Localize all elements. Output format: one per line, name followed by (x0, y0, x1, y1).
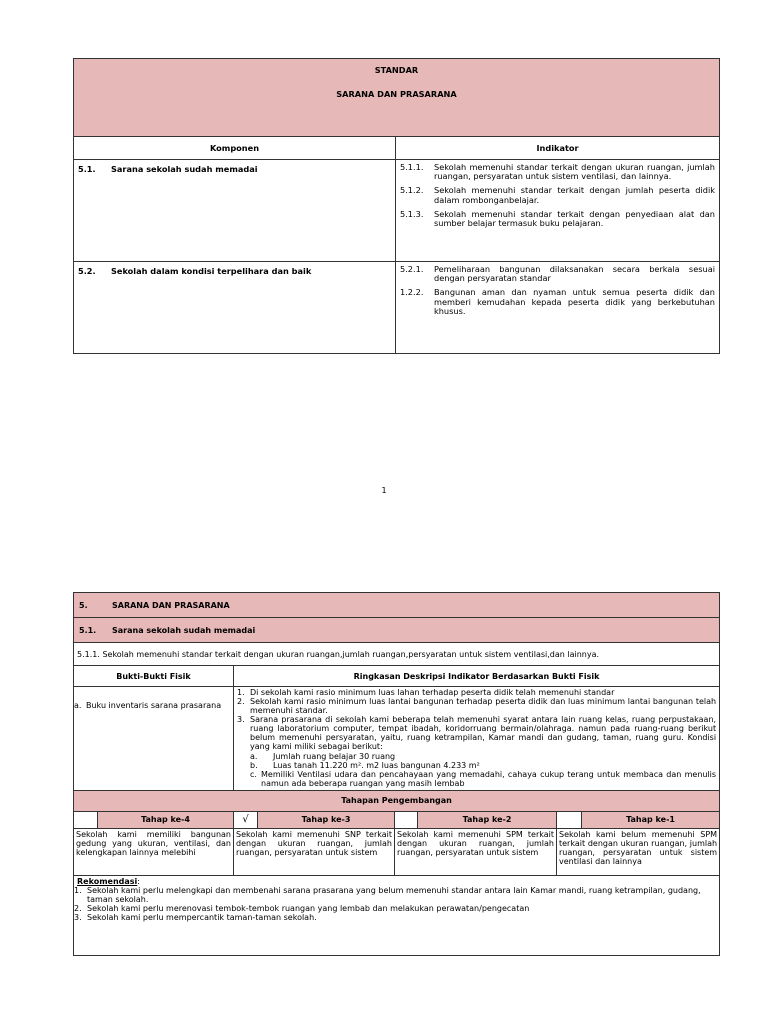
summary-number: 3. (237, 714, 245, 724)
stage-description-cell (74, 828, 234, 875)
rekomendasi-cell (74, 875, 720, 955)
stage-check-box[interactable] (557, 811, 582, 828)
rekomendasi-text: Sekolah kami perlu mempercantik taman-taman sekolah. (87, 913, 317, 923)
indikator-number: 5.1.3. (400, 208, 424, 219)
stage-name: Tahap ke-3 (258, 811, 395, 828)
standard-title: STANDAR (374, 65, 419, 75)
rekomendasi-item (74, 913, 719, 923)
indikator-number: 5.2.1. (400, 264, 424, 274)
indikator-item (400, 288, 715, 316)
condition-text: Jumlah ruang belajar 30 ruang (273, 751, 396, 761)
table-row (74, 262, 720, 354)
summary-item (237, 698, 716, 716)
check-mark: √ (242, 814, 249, 826)
table-row (74, 160, 720, 262)
indikator-header: Indikator (396, 137, 720, 160)
subsection-number: 5.1. (79, 625, 97, 635)
subsection-title-cell (74, 618, 720, 643)
komponen-number: 5.2. (78, 266, 96, 276)
komponen-text: Sekolah dalam kondisi terpelihara dan baik (111, 266, 312, 276)
stage-description: Sekolah kami memenuhi SNP terkait dengan ukuran ruangan, jumlah ruangan, persyaratan untuk sistem (236, 829, 392, 858)
evaluation-table (73, 592, 720, 956)
komponen-text: Sarana sekolah sudah memadai (111, 164, 258, 174)
indikator-cell (396, 160, 720, 262)
evidence-cell (74, 687, 234, 791)
section-title-cell (74, 593, 720, 618)
evidence-item (74, 689, 230, 710)
condition-letter: b. (250, 760, 258, 770)
condition-item (237, 770, 716, 788)
tahapan-header: Tahapan Pengembangan (74, 790, 720, 811)
summary-item (237, 716, 716, 752)
komponen-number: 5.1. (78, 164, 96, 174)
stage-description-cell (557, 828, 720, 875)
bukti-header: Bukti-Bukti Fisik (74, 666, 234, 687)
stage-check-box[interactable] (395, 811, 418, 828)
indikator-cell (396, 262, 720, 354)
summary-text: Di sekolah kami rasio minimum luas lahan terhadap peserta didik telah memenuhi standar (250, 688, 615, 697)
indikator-text: Sekolah memenuhi standar terkait dengan penyediaan alat dan sumber belajar termasuk buku pelajaran. (434, 208, 715, 228)
rekomendasi-number: 2. (74, 904, 82, 914)
rekomendasi-item (74, 885, 719, 905)
rekomendasi-text: Sekolah kami perlu melengkapi dan membenahi sarana prasarana yang belum memenuhi standar antara lain Kamar mandi, ruang ketrampilan, gudang, taman sekolah. (87, 885, 701, 905)
evidence-row (74, 687, 720, 791)
stage-description-cell (234, 828, 395, 875)
stage-check-box[interactable] (74, 811, 98, 828)
indikator-text: Sekolah memenuhi standar terkait dengan jumlah peserta didik dalam rombonganbelajar. (434, 185, 715, 205)
section-title: SARANA DAN PRASARANA (112, 600, 230, 610)
indikator-item (400, 265, 715, 283)
rekomendasi-item (74, 904, 719, 914)
condition-text: Luas tanah 11.220 m². m2 luas bangunan 4.233 m² (273, 760, 480, 770)
indikator-text: Bangunan aman dan nyaman untuk semua peserta didik dan memberi kemudahan kepada peserta didik yang berkebutuhan khusus. (434, 287, 715, 316)
summary-cell (234, 687, 720, 791)
indikator-item (400, 163, 715, 181)
condition-letter: a. (250, 751, 258, 761)
indikator-item (400, 186, 715, 204)
rekomendasi-number: 1. (74, 885, 82, 895)
condition-item (237, 761, 716, 770)
evidence-number: a. (74, 701, 82, 710)
indikator-number: 5.1.1. (400, 162, 424, 172)
summary-text: Sarana prasarana di sekolah kami beberapa telah memenuhi syarat antara lain ruang kelas, ruang perpustakaan, ruang laboratorium computer, tempat ibadah, koridorruang bermain/olahraga. namun pada ruang-ruang berikut belum memenuhi persyaratan, yaitu, ruang ketrampilan, Kamar mandi dan gudang, taman, ruang guru. Kondisi yang kami miliki sebagai berikut: (250, 714, 717, 751)
stage-name: Tahap ke-4 (98, 811, 234, 828)
rekomendasi-title: Rekomendasi (77, 876, 138, 886)
stage-name: Tahap ke-2 (418, 811, 557, 828)
page-number: 1 (381, 486, 387, 495)
stage-description: Sekolah kami belum memenuhi SPM terkait dengan ukuran ruangan, jumlah ruangan, persyaratan untuk sistem ventilasi dan lainnya (559, 829, 718, 867)
condition-item (237, 752, 716, 761)
komponen-header: Komponen (74, 137, 396, 160)
summary-text: Sekolah kami rasio minimum luas lantai bangunan terhadap peserta didik dan luas minimum lantai bangunan telah memenuhi standar. (250, 696, 717, 715)
stage-description: Sekolah kami memiliki bangunan gedung yang ukuran, ventilasi, dan kelengkapan lainnya melebihi (76, 829, 231, 858)
stage-name: Tahap ke-1 (582, 811, 720, 828)
evidence-text: Buku inventaris sarana prasarana (86, 701, 222, 710)
stage-check-box[interactable] (234, 811, 258, 828)
standard-table (73, 58, 720, 354)
stage-description-cell (395, 828, 557, 875)
indikator-number: 1.2.2. (400, 287, 424, 298)
standard-subtitle: SARANA DAN PRASARANA (336, 89, 457, 99)
ringkasan-header: Ringkasan Deskripsi Indikator Berdasarkan Bukti Fisik (234, 666, 720, 687)
subsection-title: Sarana sekolah sudah memadai (112, 625, 256, 635)
komponen-cell (74, 262, 396, 354)
rekomendasi-number: 3. (74, 913, 82, 923)
stage-description: Sekolah kami memenuhi SPM terkait dengan ukuran ruangan, jumlah ruangan, persyaratan untuk sistem (397, 829, 554, 858)
summary-number: 2. (237, 696, 245, 706)
condition-text: Memiliki Ventilasi udara dan pencahayaan yang memadahi, cahaya cukup terang untuk membaca dan menulis namun ada beberapa ruangan yang masih lembab (261, 769, 717, 788)
rekomendasi-colon: : (137, 876, 140, 886)
komponen-cell (74, 160, 396, 262)
indikator-number: 5.1.2. (400, 185, 424, 196)
standard-title-cell (74, 59, 720, 137)
indikator-text: Sekolah memenuhi standar terkait dengan ukuran ruangan, jumlah ruangan, persyaratan untuk sistem ventilasi, dan lainnya. (434, 162, 715, 182)
condition-letter: c. (250, 769, 257, 779)
section-number: 5. (79, 600, 88, 610)
standard-text: 5.1.1. Sekolah memenuhi standar terkait dengan ukuran ruangan,jumlah ruangan,persyaratan untuk sistem ventilasi,dan lainnya. (74, 643, 720, 666)
indikator-text: Pemeliharaan bangunan dilaksanakan secara berkala sesuai dengan persyaratan standar (434, 264, 715, 284)
rekomendasi-text: Sekolah kami perlu merenovasi tembok-tembok ruangan yang lembab dan melakukan perawatan/pengecatan (87, 904, 530, 914)
summary-number: 1. (237, 688, 245, 697)
indikator-item (400, 210, 715, 228)
